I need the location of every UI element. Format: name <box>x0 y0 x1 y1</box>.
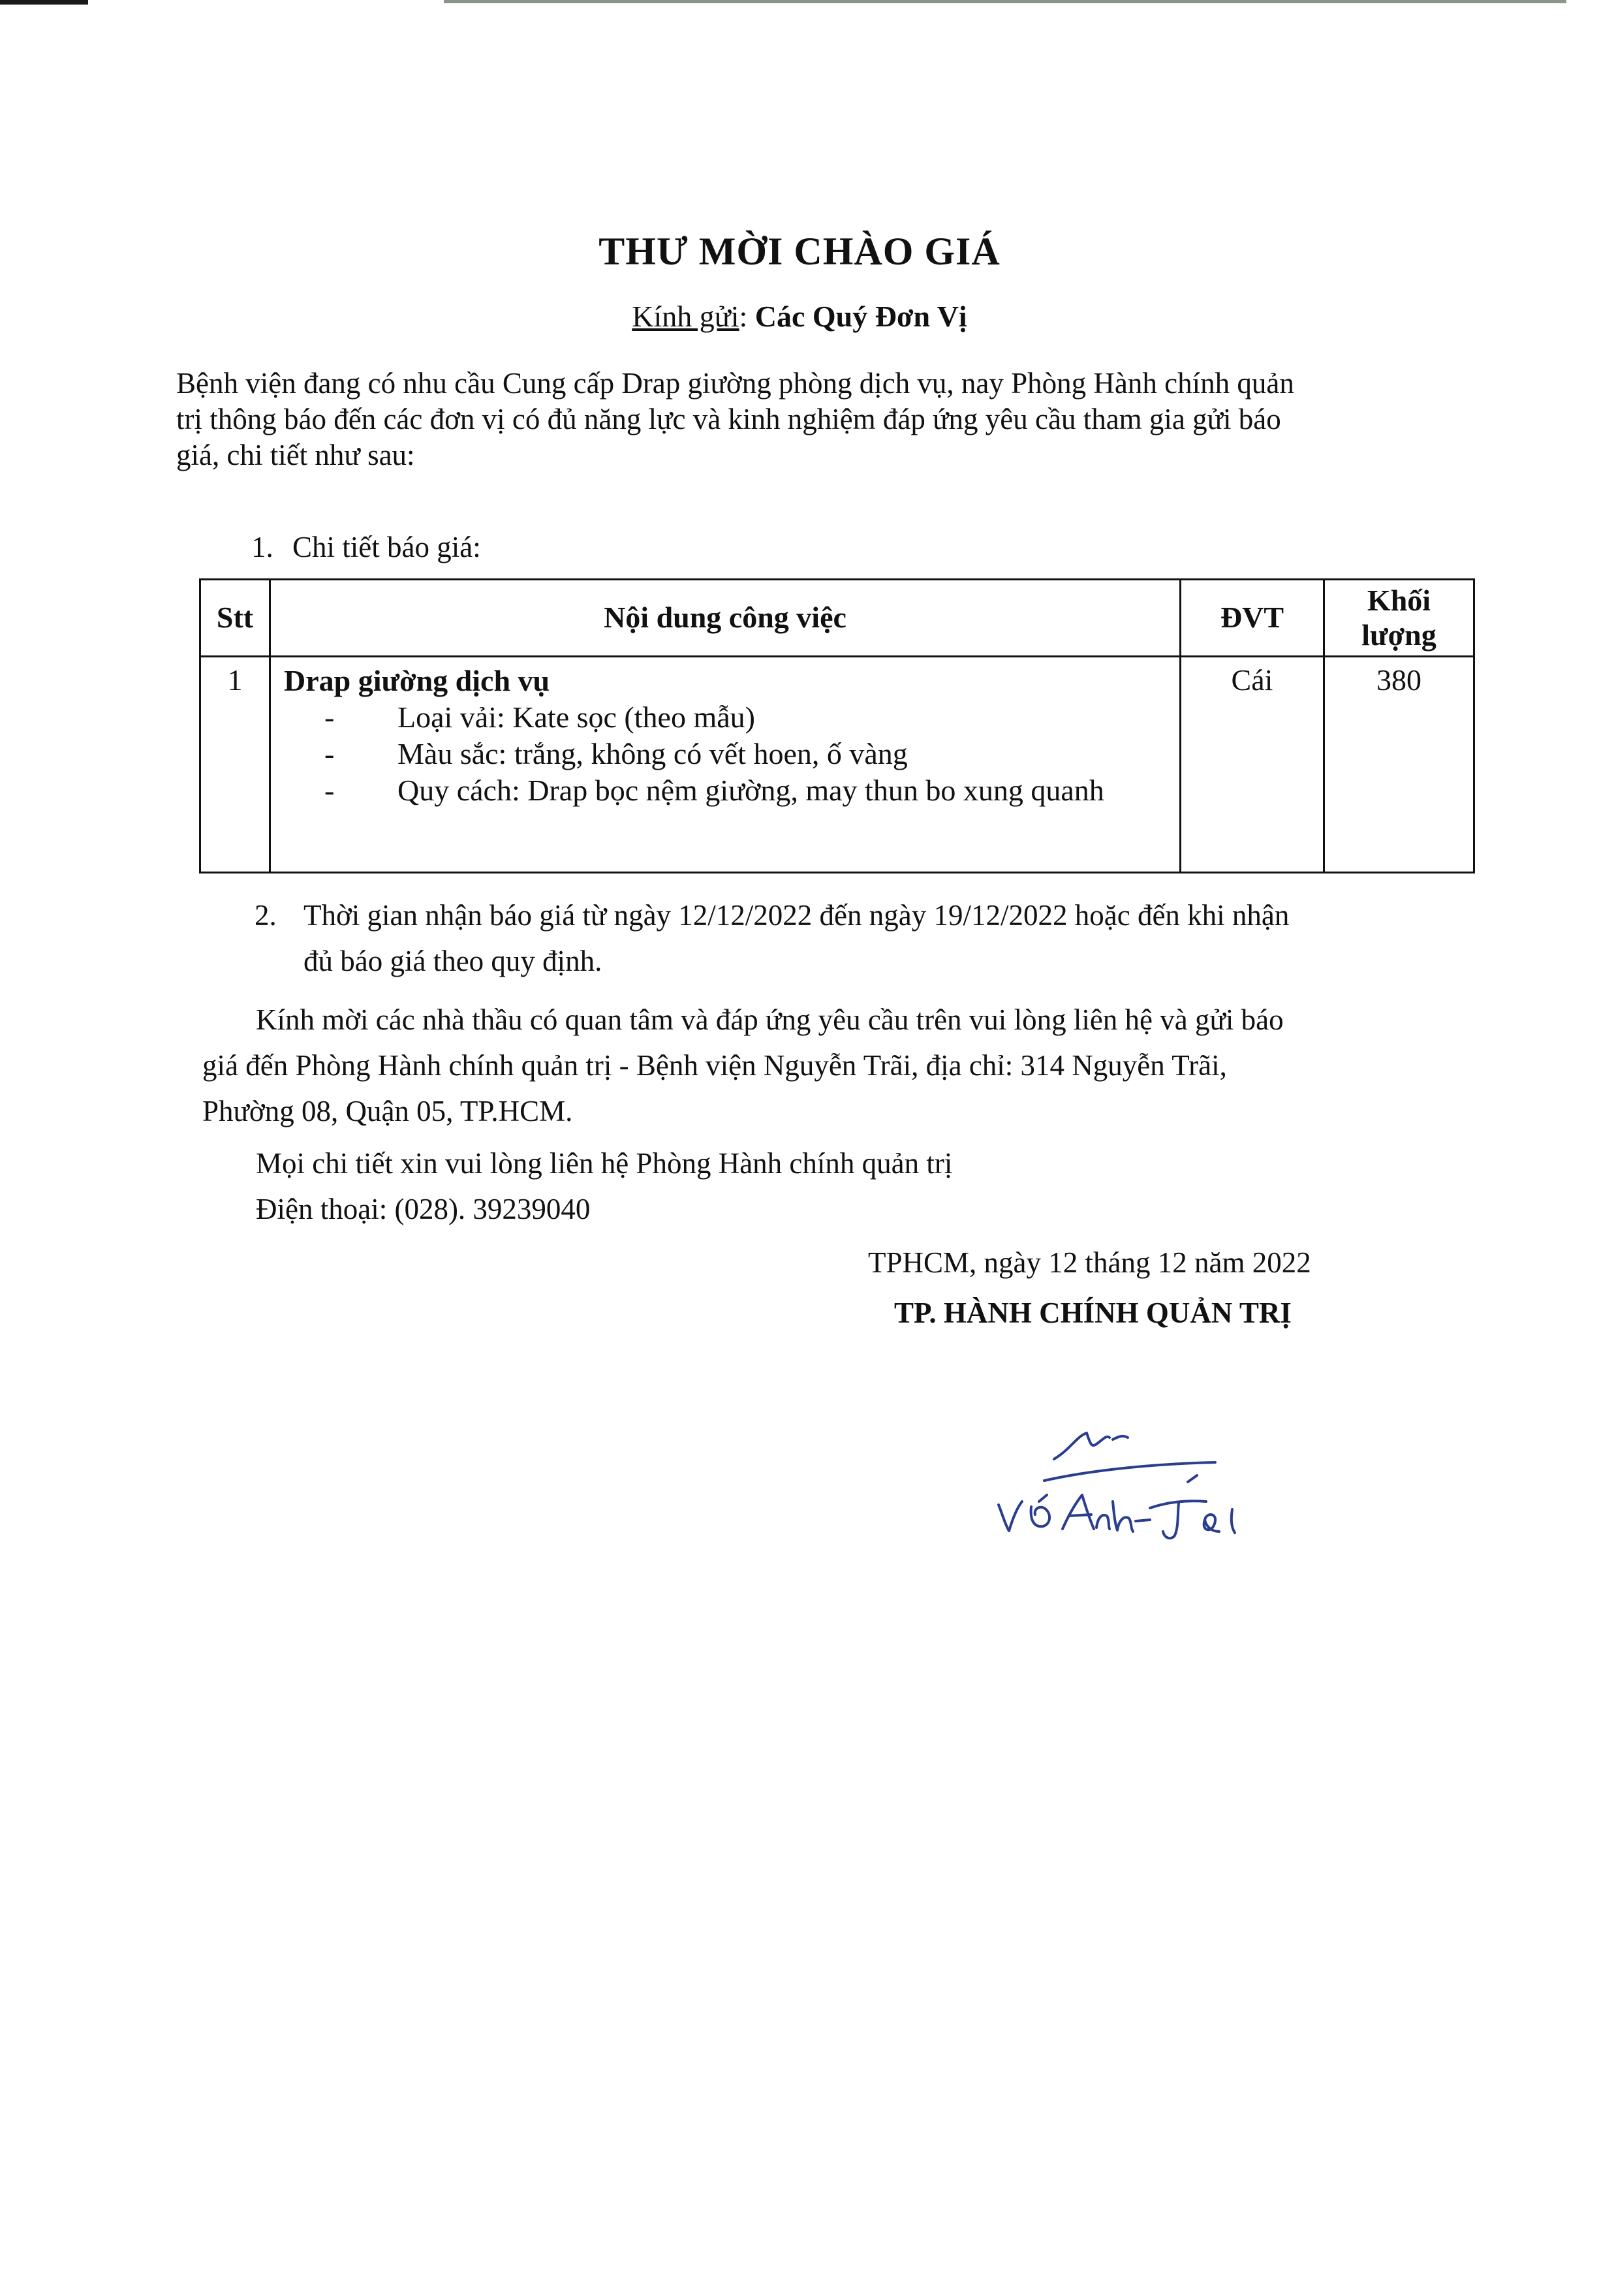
spec-text: Loại vải: Kate sọc (theo mẫu) <box>397 700 755 734</box>
spec-item <box>284 736 1173 772</box>
section-2-number: 2. <box>255 899 277 932</box>
invite-line-3: Phường 08, Quận 05, TP.HCM. <box>202 1094 573 1127</box>
spec-bullet: - <box>324 774 335 808</box>
intro-line-1: Bệnh viện đang có nhu cầu Cung cấp Drap giường phòng dịch vụ, nay Phòng Hành chính quản <box>176 367 1294 400</box>
intro-line-2: trị thông báo đến các đơn vị có đủ năng lực và kinh nghiệm đáp ứng yêu cầu tham gia gửi báo <box>176 402 1281 435</box>
section-2-line-1: Thời gian nhận báo giá từ ngày 12/12/2022 đến ngày 19/12/2022 hoặc đến khi nhận <box>303 899 1290 932</box>
spec-bullet: - <box>324 737 335 771</box>
row-quantity: 380 <box>1324 657 1474 873</box>
invitation-paragraph <box>202 998 1459 1134</box>
item-name: Drap giường dịch vụ <box>284 664 550 697</box>
invite-line-2: giá đến Phòng Hành chính quản trị - Bệnh viện Nguyễn Trãi, địa chỉ: 314 Nguyễn Trãi, <box>202 1048 1227 1082</box>
signer-department: TP. HÀNH CHÍNH QUẢN TRỊ <box>894 1297 1292 1329</box>
invite-line-1: Kính mời các nhà thầu có quan tâm và đáp ứng yêu cầu trên vui lòng liên hệ và gửi báo <box>256 1003 1284 1036</box>
spec-item <box>284 772 1173 809</box>
row-unit: Cái <box>1181 657 1324 873</box>
recipient-line <box>0 299 1599 334</box>
contact-block <box>256 1141 952 1233</box>
intro-paragraph <box>176 366 1475 473</box>
spec-item <box>284 699 1173 736</box>
table-row <box>200 657 1474 873</box>
recipient-label: Kính gửi <box>632 300 739 333</box>
section-2 <box>255 893 1478 984</box>
phone-line: Điện thoại: (028). 39239040 <box>256 1192 591 1225</box>
spec-bullet: - <box>324 700 335 734</box>
row-stt: 1 <box>200 657 270 873</box>
contact-line: Mọi chi tiết xin vui lòng liên hệ Phòng Hành chính quản trị <box>256 1147 953 1180</box>
header-quantity-text: Khối lượng <box>1361 583 1436 652</box>
header-unit: ĐVT <box>1181 580 1324 657</box>
spec-text: Màu sắc: trắng, không có vết hoen, ố vàng <box>397 737 908 771</box>
recipient-name: Các Quý Đơn Vị <box>754 300 967 333</box>
table-header-row <box>200 580 1474 657</box>
header-content: Nội dung công việc <box>270 580 1181 657</box>
document-title: THƯ MỜI CHÀO GIÁ <box>598 230 1001 273</box>
place-date: TPHCM, ngày 12 tháng 12 năm 2022 <box>868 1246 1311 1279</box>
scan-edge-shadow <box>444 0 1566 3</box>
section-1-heading <box>251 530 481 565</box>
recipient-colon: : <box>739 300 755 333</box>
section-2-line-2: đủ báo giá theo quy định. <box>303 944 602 977</box>
scan-edge-mark <box>0 0 88 5</box>
header-stt: Stt <box>200 580 270 657</box>
header-quantity <box>1324 580 1474 657</box>
intro-line-3: giá, chi tiết như sau: <box>176 438 415 471</box>
row-content <box>270 657 1181 873</box>
handwritten-signature <box>979 1404 1318 1560</box>
spec-text: Quy cách: Drap bọc nệm giường, may thun bo xung quanh <box>397 774 1104 808</box>
quote-table <box>199 578 1475 873</box>
section-1-number: 1. <box>251 531 273 563</box>
section-1-text: Chi tiết báo giá: <box>292 531 481 563</box>
